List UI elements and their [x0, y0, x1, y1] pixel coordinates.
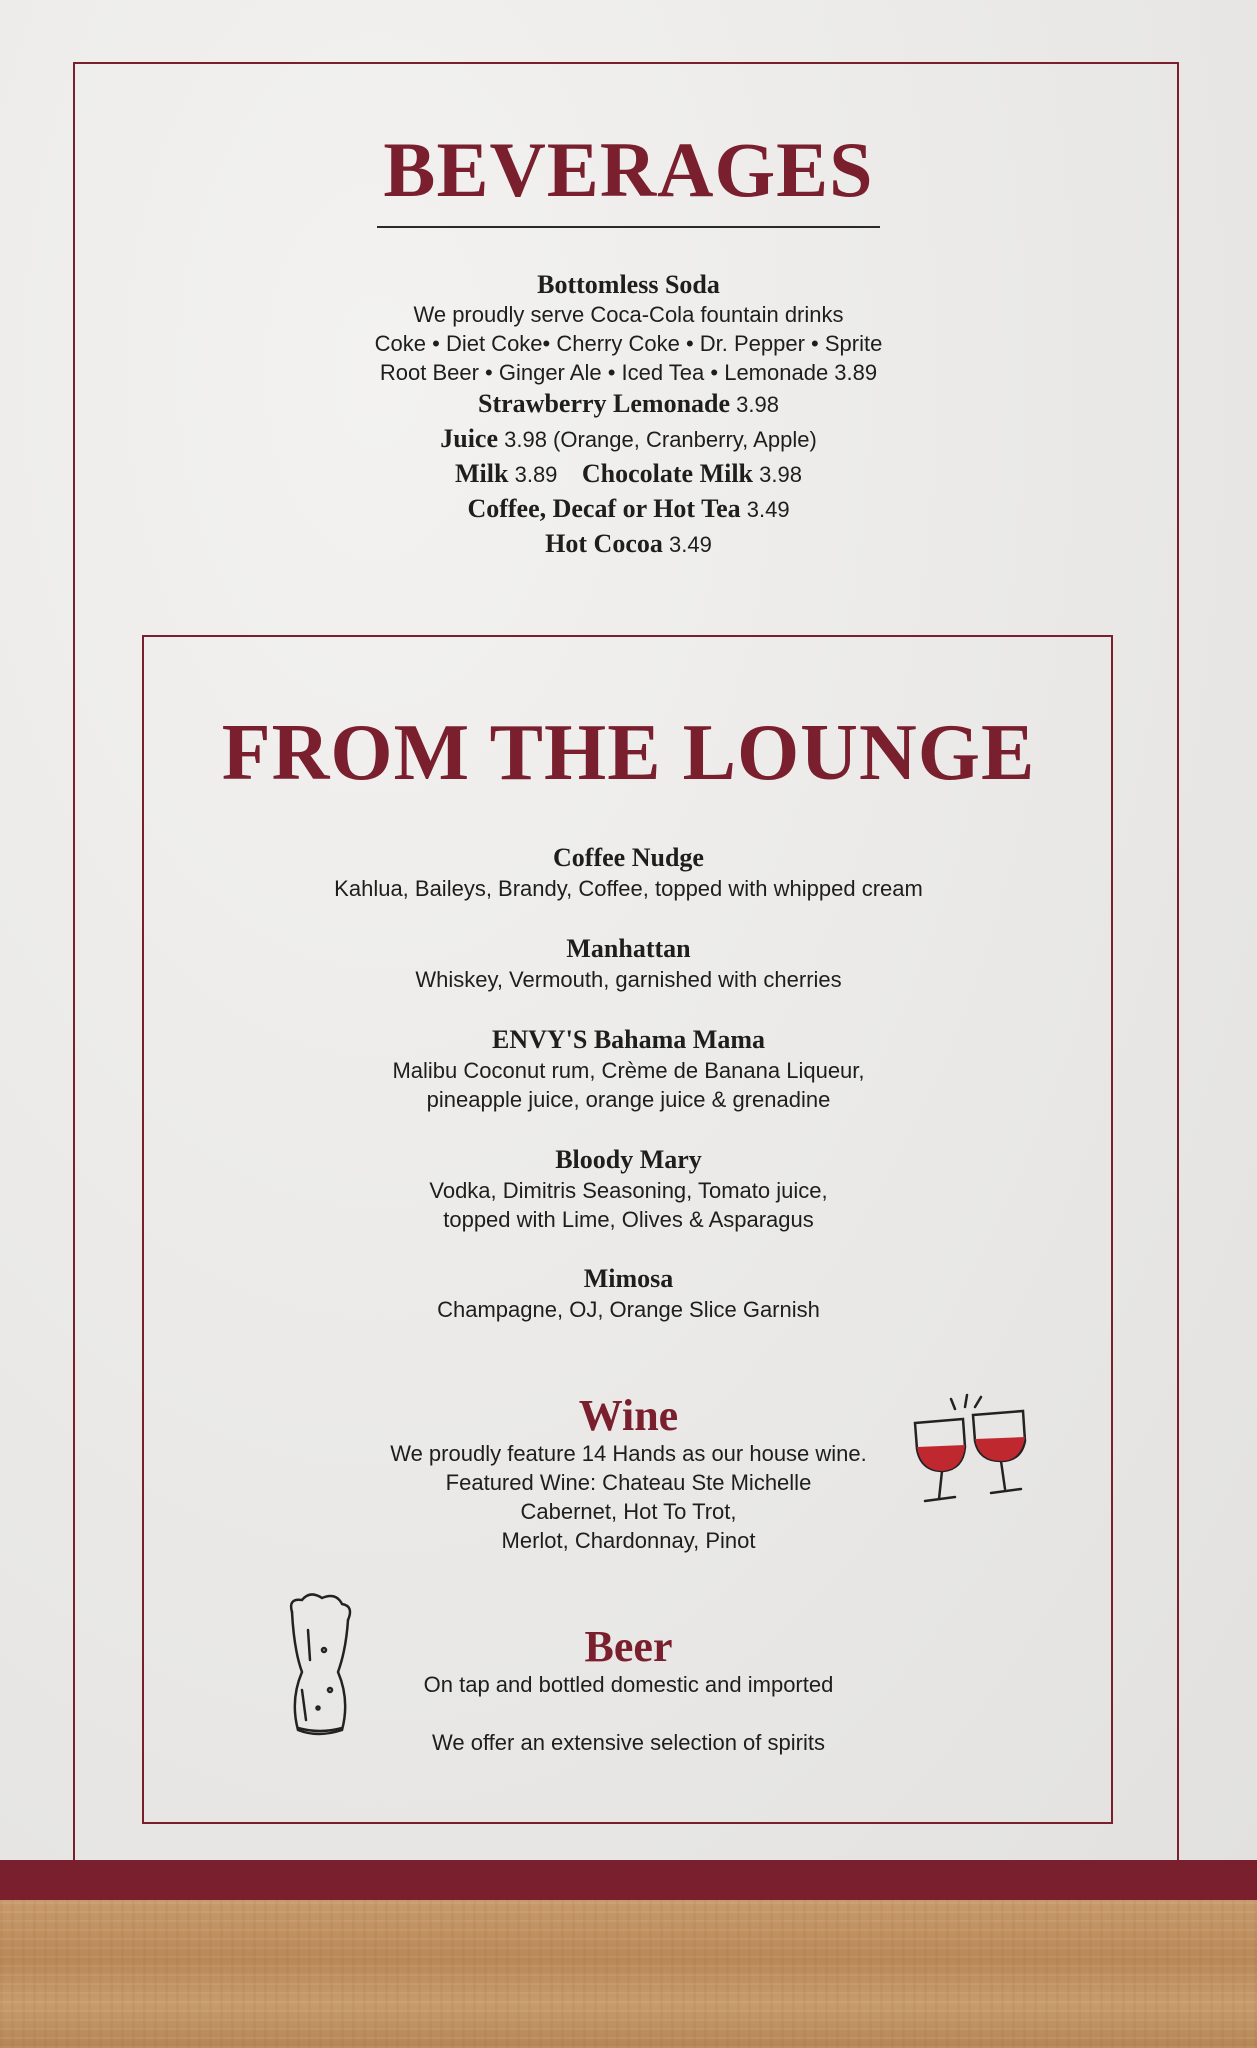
item-name: Hot Cocoa — [545, 529, 663, 558]
beverages-title: BEVERAGES — [383, 126, 874, 213]
cocktail-item — [0, 1144, 1257, 1234]
item-price: 3.98 (Orange, Cranberry, Apple) — [504, 427, 817, 452]
cocktail-item — [0, 1024, 1257, 1114]
item-price: 3.98 — [759, 462, 802, 487]
cocktail-desc: pineapple juice, orange juice & grenadine — [426, 1087, 831, 1112]
cocktail-desc: Malibu Coconut rum, Crème de Banana Liqueur, — [392, 1058, 865, 1083]
strawberry-lemonade-item — [0, 387, 1257, 422]
beer-line: On tap and bottled domestic and imported — [423, 1672, 834, 1697]
footer-band — [0, 1860, 1257, 1900]
item-name: Coffee, Decaf or Hot Tea — [467, 494, 741, 523]
cocktail-name: Coffee Nudge — [553, 843, 704, 872]
beverages-list — [0, 270, 1257, 562]
item-name: Strawberry Lemonade — [478, 389, 731, 418]
cocktail-item — [0, 933, 1257, 994]
cocktail-desc: Kahlua, Baileys, Brandy, Coffee, topped with whipped cream — [334, 876, 923, 901]
beer-title: Beer — [584, 1622, 673, 1671]
lounge-title: FROM THE LOUNGE — [221, 709, 1036, 797]
wine-line: Cabernet, Hot To Trot, — [520, 1499, 737, 1524]
item-price: 3.98 — [736, 392, 779, 417]
beer-section — [0, 1624, 1257, 1757]
cocktail-name: Manhattan — [566, 934, 691, 963]
item-price: 3.49 — [669, 532, 712, 557]
wood-footer — [0, 1900, 1257, 2048]
cocktail-name: ENVY'S Bahama Mama — [491, 1025, 765, 1054]
item-price: 3.49 — [746, 497, 790, 522]
item-price: 3.89 — [514, 462, 558, 487]
cocktail-desc: Champagne, OJ, Orange Slice Garnish — [437, 1297, 820, 1322]
bottomless-soda-intro: We proudly serve Coca-Cola fountain drinks — [413, 302, 844, 327]
wine-glasses-icon — [905, 1385, 1035, 1510]
cocktail-desc: Vodka, Dimitris Seasoning, Tomato juice, — [429, 1178, 828, 1203]
milk-item — [0, 457, 1257, 492]
beer-glass-icon — [280, 1590, 360, 1745]
wine-line: We proudly feature 14 Hands as our house wine. — [390, 1441, 867, 1466]
wine-line: Merlot, Chardonnay, Pinot — [501, 1528, 756, 1553]
cocktail-item — [0, 1263, 1257, 1324]
cocktail-name: Bloody Mary — [555, 1145, 702, 1174]
cocktail-name: Mimosa — [583, 1264, 674, 1293]
wine-title: Wine — [578, 1391, 679, 1440]
wine-line: Featured Wine: Chateau Ste Michelle — [445, 1470, 812, 1495]
wine-section — [0, 1393, 1257, 1555]
bottomless-soda-title: Bottomless Soda — [537, 270, 720, 299]
cocktail-item — [0, 842, 1257, 903]
bottomless-soda-line-2: Root Beer • Ginger Ale • Iced Tea • Lemonade 3.89 — [379, 360, 878, 385]
coffee-item — [0, 492, 1257, 527]
bottomless-soda-line-1: Coke • Diet Coke• Cherry Coke • Dr. Pepper • Sprite — [374, 331, 883, 356]
spirits-line: We offer an extensive selection of spirits — [432, 1730, 825, 1755]
item-name: Juice — [440, 424, 498, 453]
cocktail-desc: Whiskey, Vermouth, garnished with cherries — [415, 967, 842, 992]
title-divider — [377, 226, 880, 228]
juice-item — [0, 422, 1257, 457]
item-name: Milk — [455, 459, 509, 488]
cocktail-desc: topped with Lime, Olives & Asparagus — [443, 1207, 814, 1232]
hot-cocoa-item — [0, 527, 1257, 562]
item-name: Chocolate Milk — [581, 459, 754, 488]
